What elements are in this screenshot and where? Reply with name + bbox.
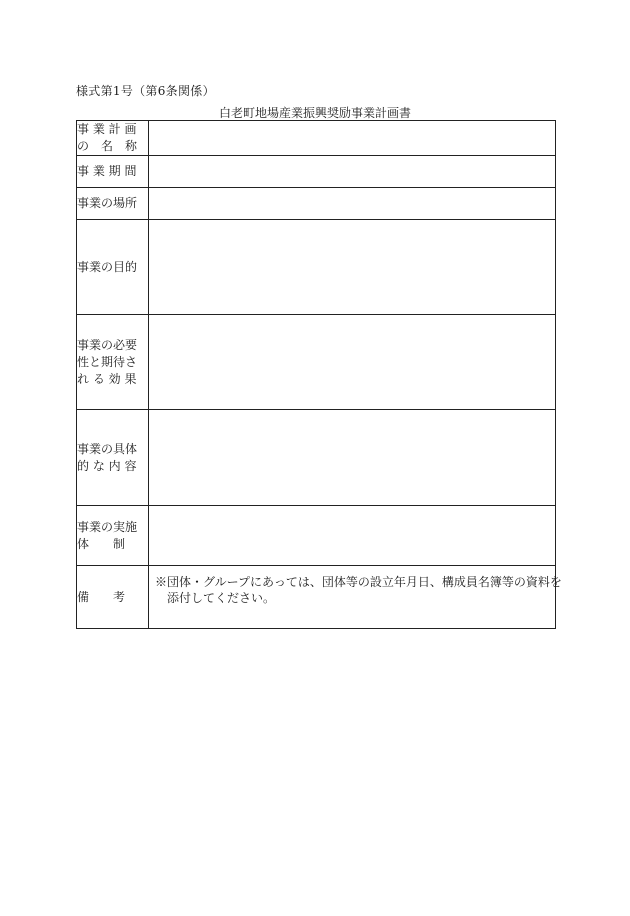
- field-project-location[interactable]: [149, 188, 556, 220]
- table-row-project-location: [77, 188, 556, 220]
- remarks-note-line: ※団体・グループにあっては、団体等の設立年月日、構成員名簿等の資料を: [155, 575, 562, 589]
- label-line: 性と期待さ: [77, 354, 138, 369]
- remarks-note: [149, 566, 562, 606]
- table-row-remarks: [77, 566, 556, 629]
- plan-table: [76, 120, 562, 629]
- label-line: 事業の場所: [77, 196, 138, 210]
- form-number: 様式第1号（第6条関係）: [76, 84, 215, 98]
- table-row-specific-content: [77, 410, 556, 506]
- label-remarks: [77, 566, 149, 629]
- table-row-project-purpose: [77, 220, 556, 315]
- field-implementation-structure[interactable]: [149, 506, 556, 566]
- label-line: 事業の実施: [77, 519, 138, 534]
- label-project-name: [77, 121, 149, 156]
- table-row-necessity-effects: [77, 315, 556, 410]
- label-line: の 名 称: [77, 139, 138, 153]
- label-specific-content: [77, 410, 149, 506]
- label-line: 事 業 期 間: [77, 164, 137, 178]
- field-remarks[interactable]: [149, 566, 562, 629]
- label-necessity-effects: [77, 315, 149, 410]
- label-project-period: [77, 156, 149, 188]
- field-project-name[interactable]: [149, 121, 556, 156]
- label-line: 事 業 計 画: [77, 122, 137, 136]
- remarks-note-line: 添付してください。: [167, 591, 276, 605]
- field-specific-content[interactable]: [149, 410, 556, 506]
- label-line: 事業の目的: [77, 259, 138, 274]
- table-row-project-name: [77, 121, 556, 156]
- label-project-purpose: [77, 220, 149, 315]
- field-project-purpose[interactable]: [149, 220, 556, 315]
- label-project-location: [77, 188, 149, 220]
- table-row-project-period: [77, 156, 556, 188]
- label-line: 事業の具体: [77, 441, 138, 456]
- label-line: 事業の必要: [77, 337, 138, 352]
- label-line: れ る 効 果: [77, 371, 137, 386]
- document-title: 白老町地場産業振興奨励事業計画書: [218, 106, 411, 120]
- label-line: 体 制: [77, 536, 126, 551]
- table-row-implementation-structure: [77, 506, 556, 566]
- field-necessity-effects[interactable]: [149, 315, 556, 410]
- label-line: 的 な 内 容: [77, 458, 137, 473]
- field-project-period[interactable]: [149, 156, 556, 188]
- label-line: 備 考: [77, 589, 126, 604]
- label-implementation-structure: [77, 506, 149, 566]
